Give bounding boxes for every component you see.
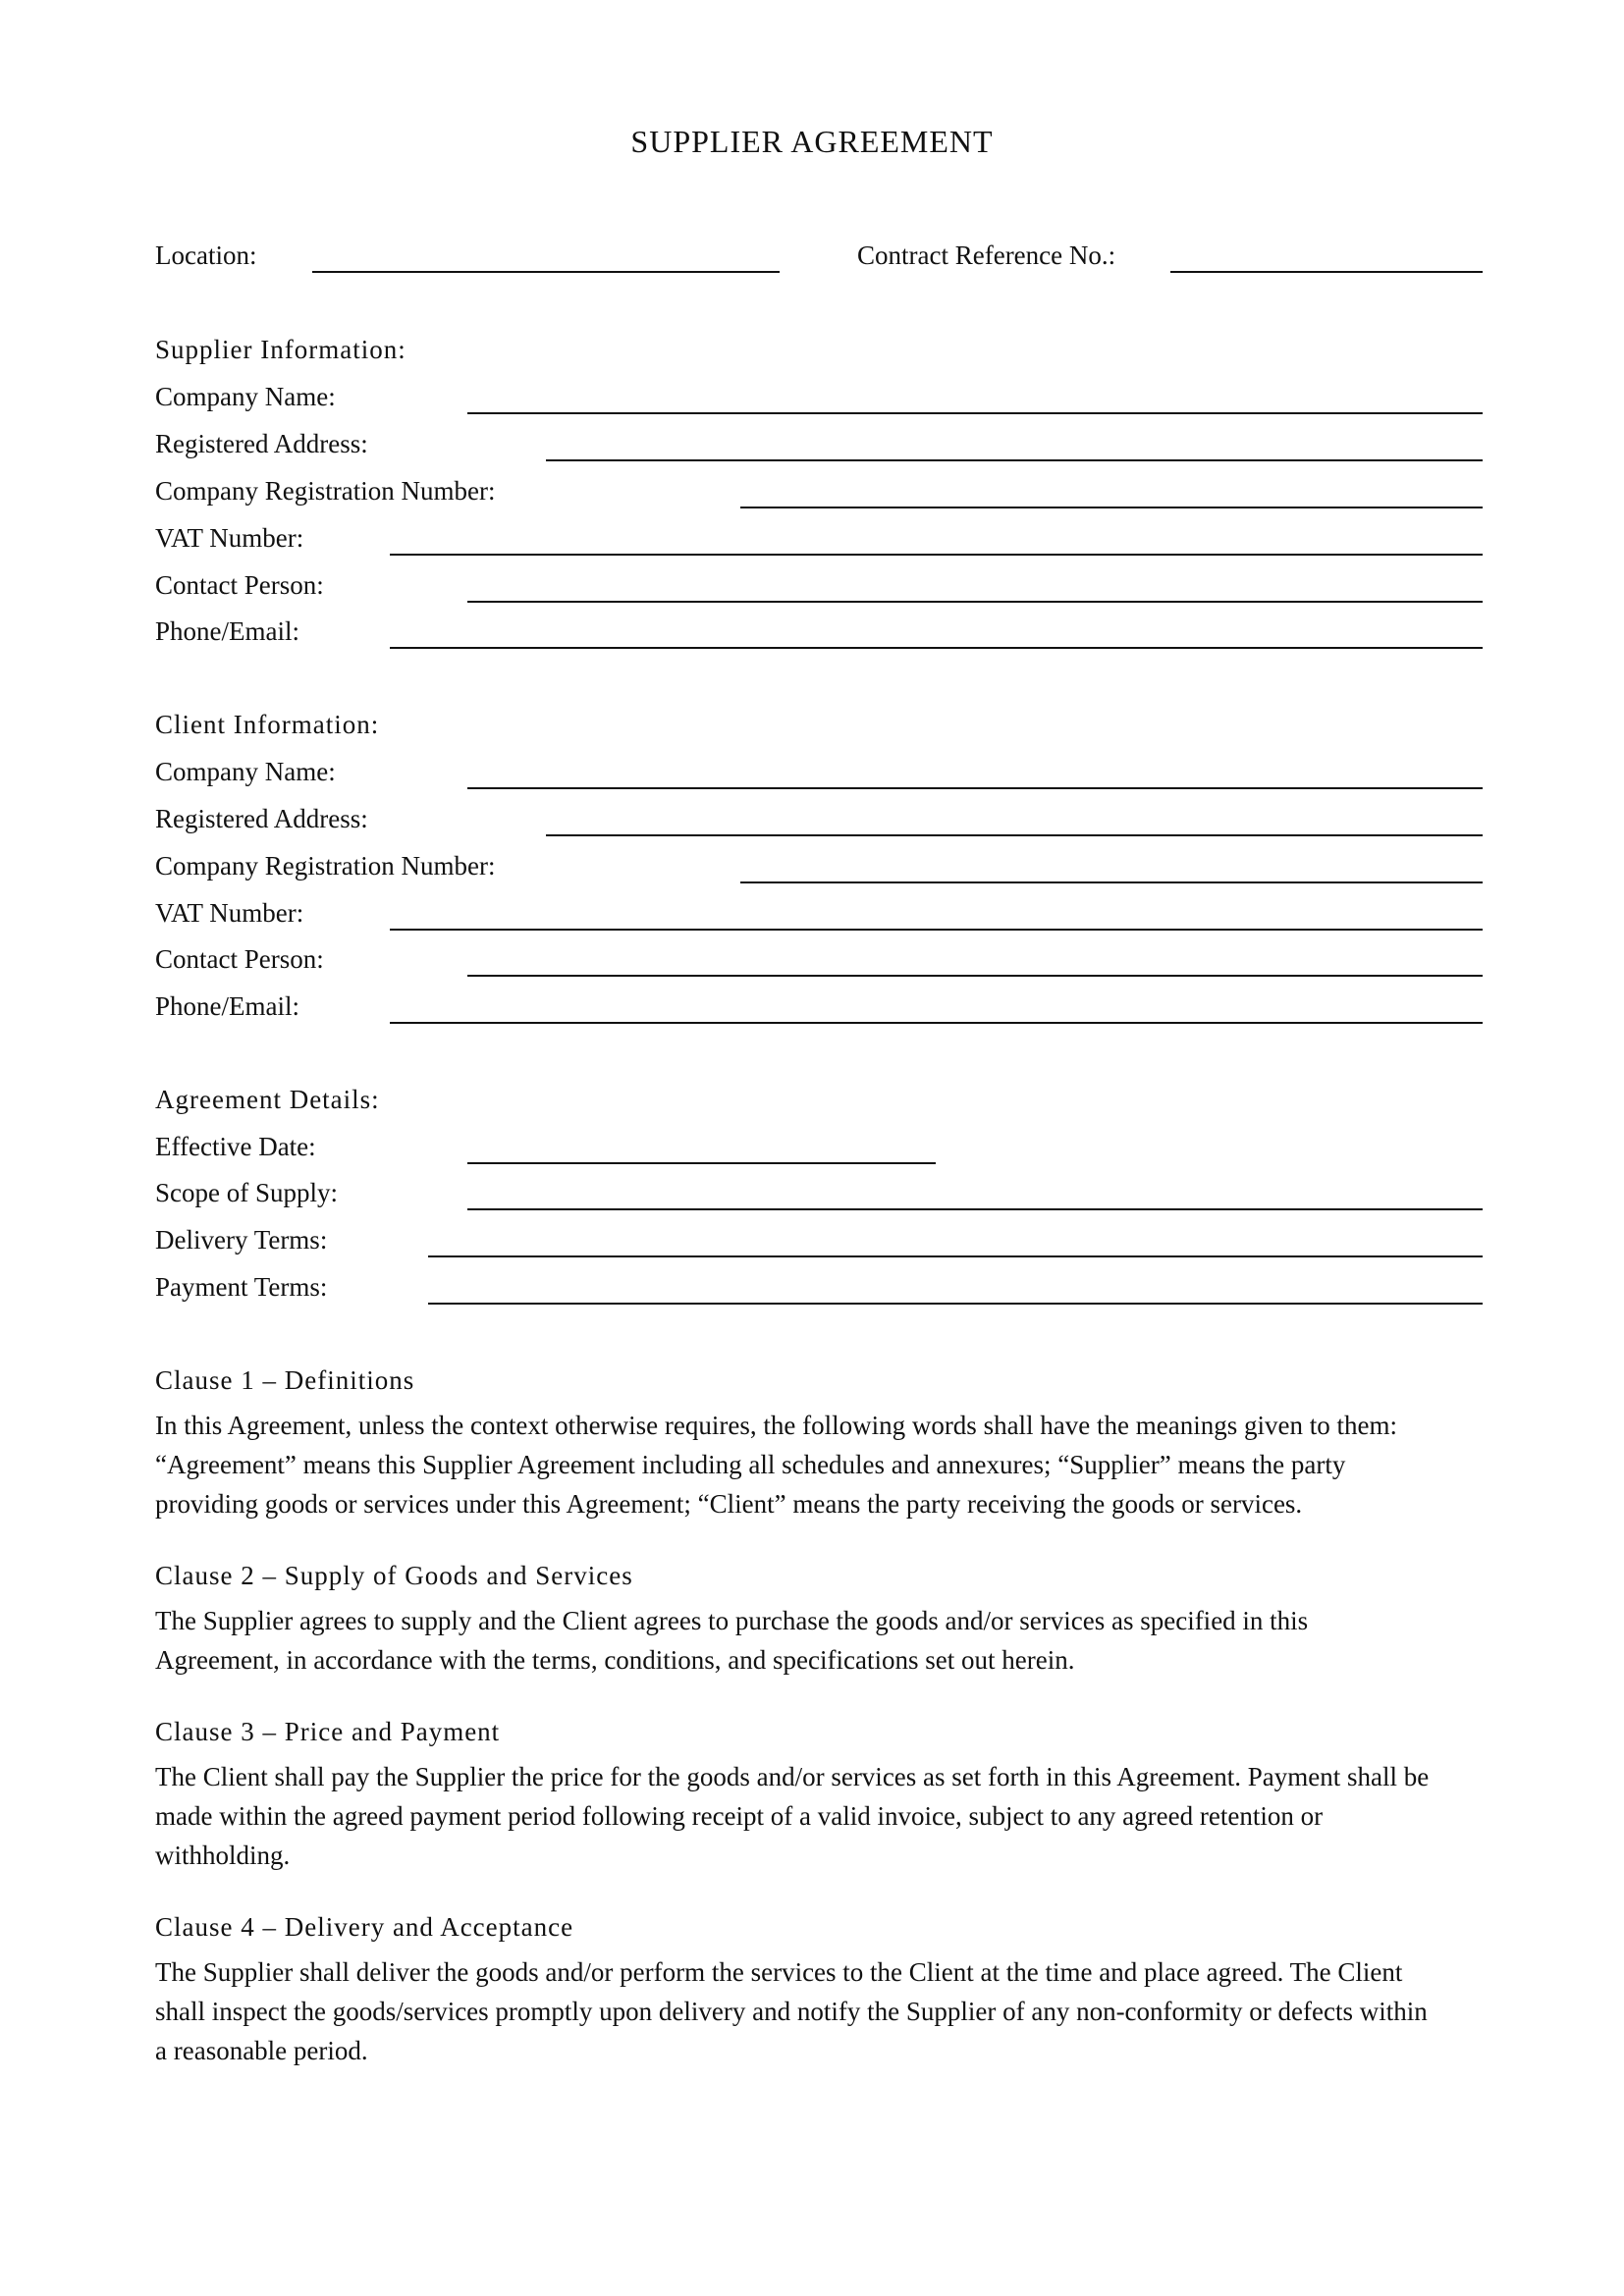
- payment-terms-label: Payment Terms:: [155, 1272, 328, 1302]
- clause-4-line-3: a reasonable period.: [155, 2036, 368, 2065]
- clause-1-line-3: providing goods or services under this Agreement; “Client” means the party receiving the goods or services.: [155, 1489, 1303, 1519]
- agreement-details-heading: Agreement Details:: [155, 1085, 380, 1114]
- client-company-name-label: Company Name:: [155, 757, 336, 786]
- clause-3-title: Clause 3 – Price and Payment: [155, 1717, 501, 1746]
- client-vat-number-label: VAT Number:: [155, 898, 304, 928]
- supplier-vat-number-field-line[interactable]: [390, 554, 1483, 556]
- supplier-vat-number-label: VAT Number:: [155, 523, 304, 553]
- client-registered-address-label: Registered Address:: [155, 804, 368, 833]
- supplier-company-name-field-line[interactable]: [467, 412, 1483, 414]
- clause-4-line-2: shall inspect the goods/services promptly upon delivery and notify the Supplier of any non-conformity or defects within: [155, 1997, 1428, 2026]
- location-field-line[interactable]: [312, 271, 780, 273]
- clause-3-body: [155, 1757, 1481, 1875]
- document-title: SUPPLIER AGREEMENT: [630, 124, 994, 159]
- delivery-terms-label: Delivery Terms:: [155, 1225, 328, 1255]
- client-phone-email-label: Phone/Email:: [155, 991, 299, 1021]
- client-registration-number-label: Company Registration Number:: [155, 851, 496, 881]
- location-label: Location:: [155, 240, 257, 270]
- supplier-contact-person-label: Contact Person:: [155, 570, 324, 600]
- clause-2-line-1: The Supplier agrees to supply and the Client agrees to purchase the goods and/or services as specified in this: [155, 1606, 1309, 1635]
- supplier-registration-number-label: Company Registration Number:: [155, 476, 496, 506]
- supplier-registered-address-field-line[interactable]: [546, 459, 1483, 461]
- client-contact-person-field-line[interactable]: [467, 975, 1483, 977]
- clause-3-line-1: The Client shall pay the Supplier the price for the goods and/or services as set forth in this Agreement. Payment shall be: [155, 1762, 1430, 1791]
- clause-3-line-2: made within the agreed payment period following receipt of a valid invoice, subject to any agreed retention or: [155, 1801, 1324, 1831]
- clause-3-line-3: withholding.: [155, 1841, 291, 1870]
- payment-terms-field-line[interactable]: [428, 1303, 1483, 1305]
- effective-date-field-line[interactable]: [467, 1162, 936, 1164]
- clause-4-body: [155, 1952, 1481, 2070]
- clause-1-line-1: In this Agreement, unless the context otherwise requires, the following words shall have the meanings given to them:: [155, 1411, 1397, 1440]
- client-information-heading: Client Information:: [155, 710, 380, 739]
- clause-1-title: Clause 1 – Definitions: [155, 1365, 415, 1395]
- client-contact-person-label: Contact Person:: [155, 944, 324, 974]
- supplier-contact-person-field-line[interactable]: [467, 601, 1483, 603]
- clause-1-line-2: “Agreement” means this Supplier Agreement including all schedules and annexures; “Supplier” means the party: [155, 1450, 1346, 1479]
- clause-2-body: [155, 1601, 1481, 1680]
- client-registration-number-field-line[interactable]: [740, 881, 1483, 883]
- supplier-company-name-label: Company Name:: [155, 382, 336, 411]
- clause-2-line-2: Agreement, in accordance with the terms, conditions, and specifications set out herein.: [155, 1645, 1075, 1675]
- supplier-phone-email-field-line[interactable]: [390, 647, 1483, 649]
- supplier-information-heading: Supplier Information:: [155, 335, 406, 364]
- clause-4-line-1: The Supplier shall deliver the goods and/or perform the services to the Client at the time and place agreed. The Client: [155, 1957, 1403, 1987]
- supplier-registration-number-field-line[interactable]: [740, 507, 1483, 508]
- client-vat-number-field-line[interactable]: [390, 929, 1483, 931]
- client-phone-email-field-line[interactable]: [390, 1022, 1483, 1024]
- clause-4-title: Clause 4 – Delivery and Acceptance: [155, 1912, 574, 1942]
- effective-date-label: Effective Date:: [155, 1132, 316, 1161]
- client-registered-address-field-line[interactable]: [546, 834, 1483, 836]
- client-company-name-field-line[interactable]: [467, 787, 1483, 789]
- clause-1-body: [155, 1406, 1481, 1523]
- supplier-phone-email-label: Phone/Email:: [155, 616, 299, 646]
- scope-of-supply-field-line[interactable]: [467, 1208, 1483, 1210]
- delivery-terms-field-line[interactable]: [428, 1255, 1483, 1257]
- contract-reference-field-line[interactable]: [1170, 271, 1483, 273]
- clause-2-title: Clause 2 – Supply of Goods and Services: [155, 1561, 633, 1590]
- supplier-registered-address-label: Registered Address:: [155, 429, 368, 458]
- contract-reference-label: Contract Reference No.:: [857, 240, 1116, 270]
- scope-of-supply-label: Scope of Supply:: [155, 1178, 338, 1207]
